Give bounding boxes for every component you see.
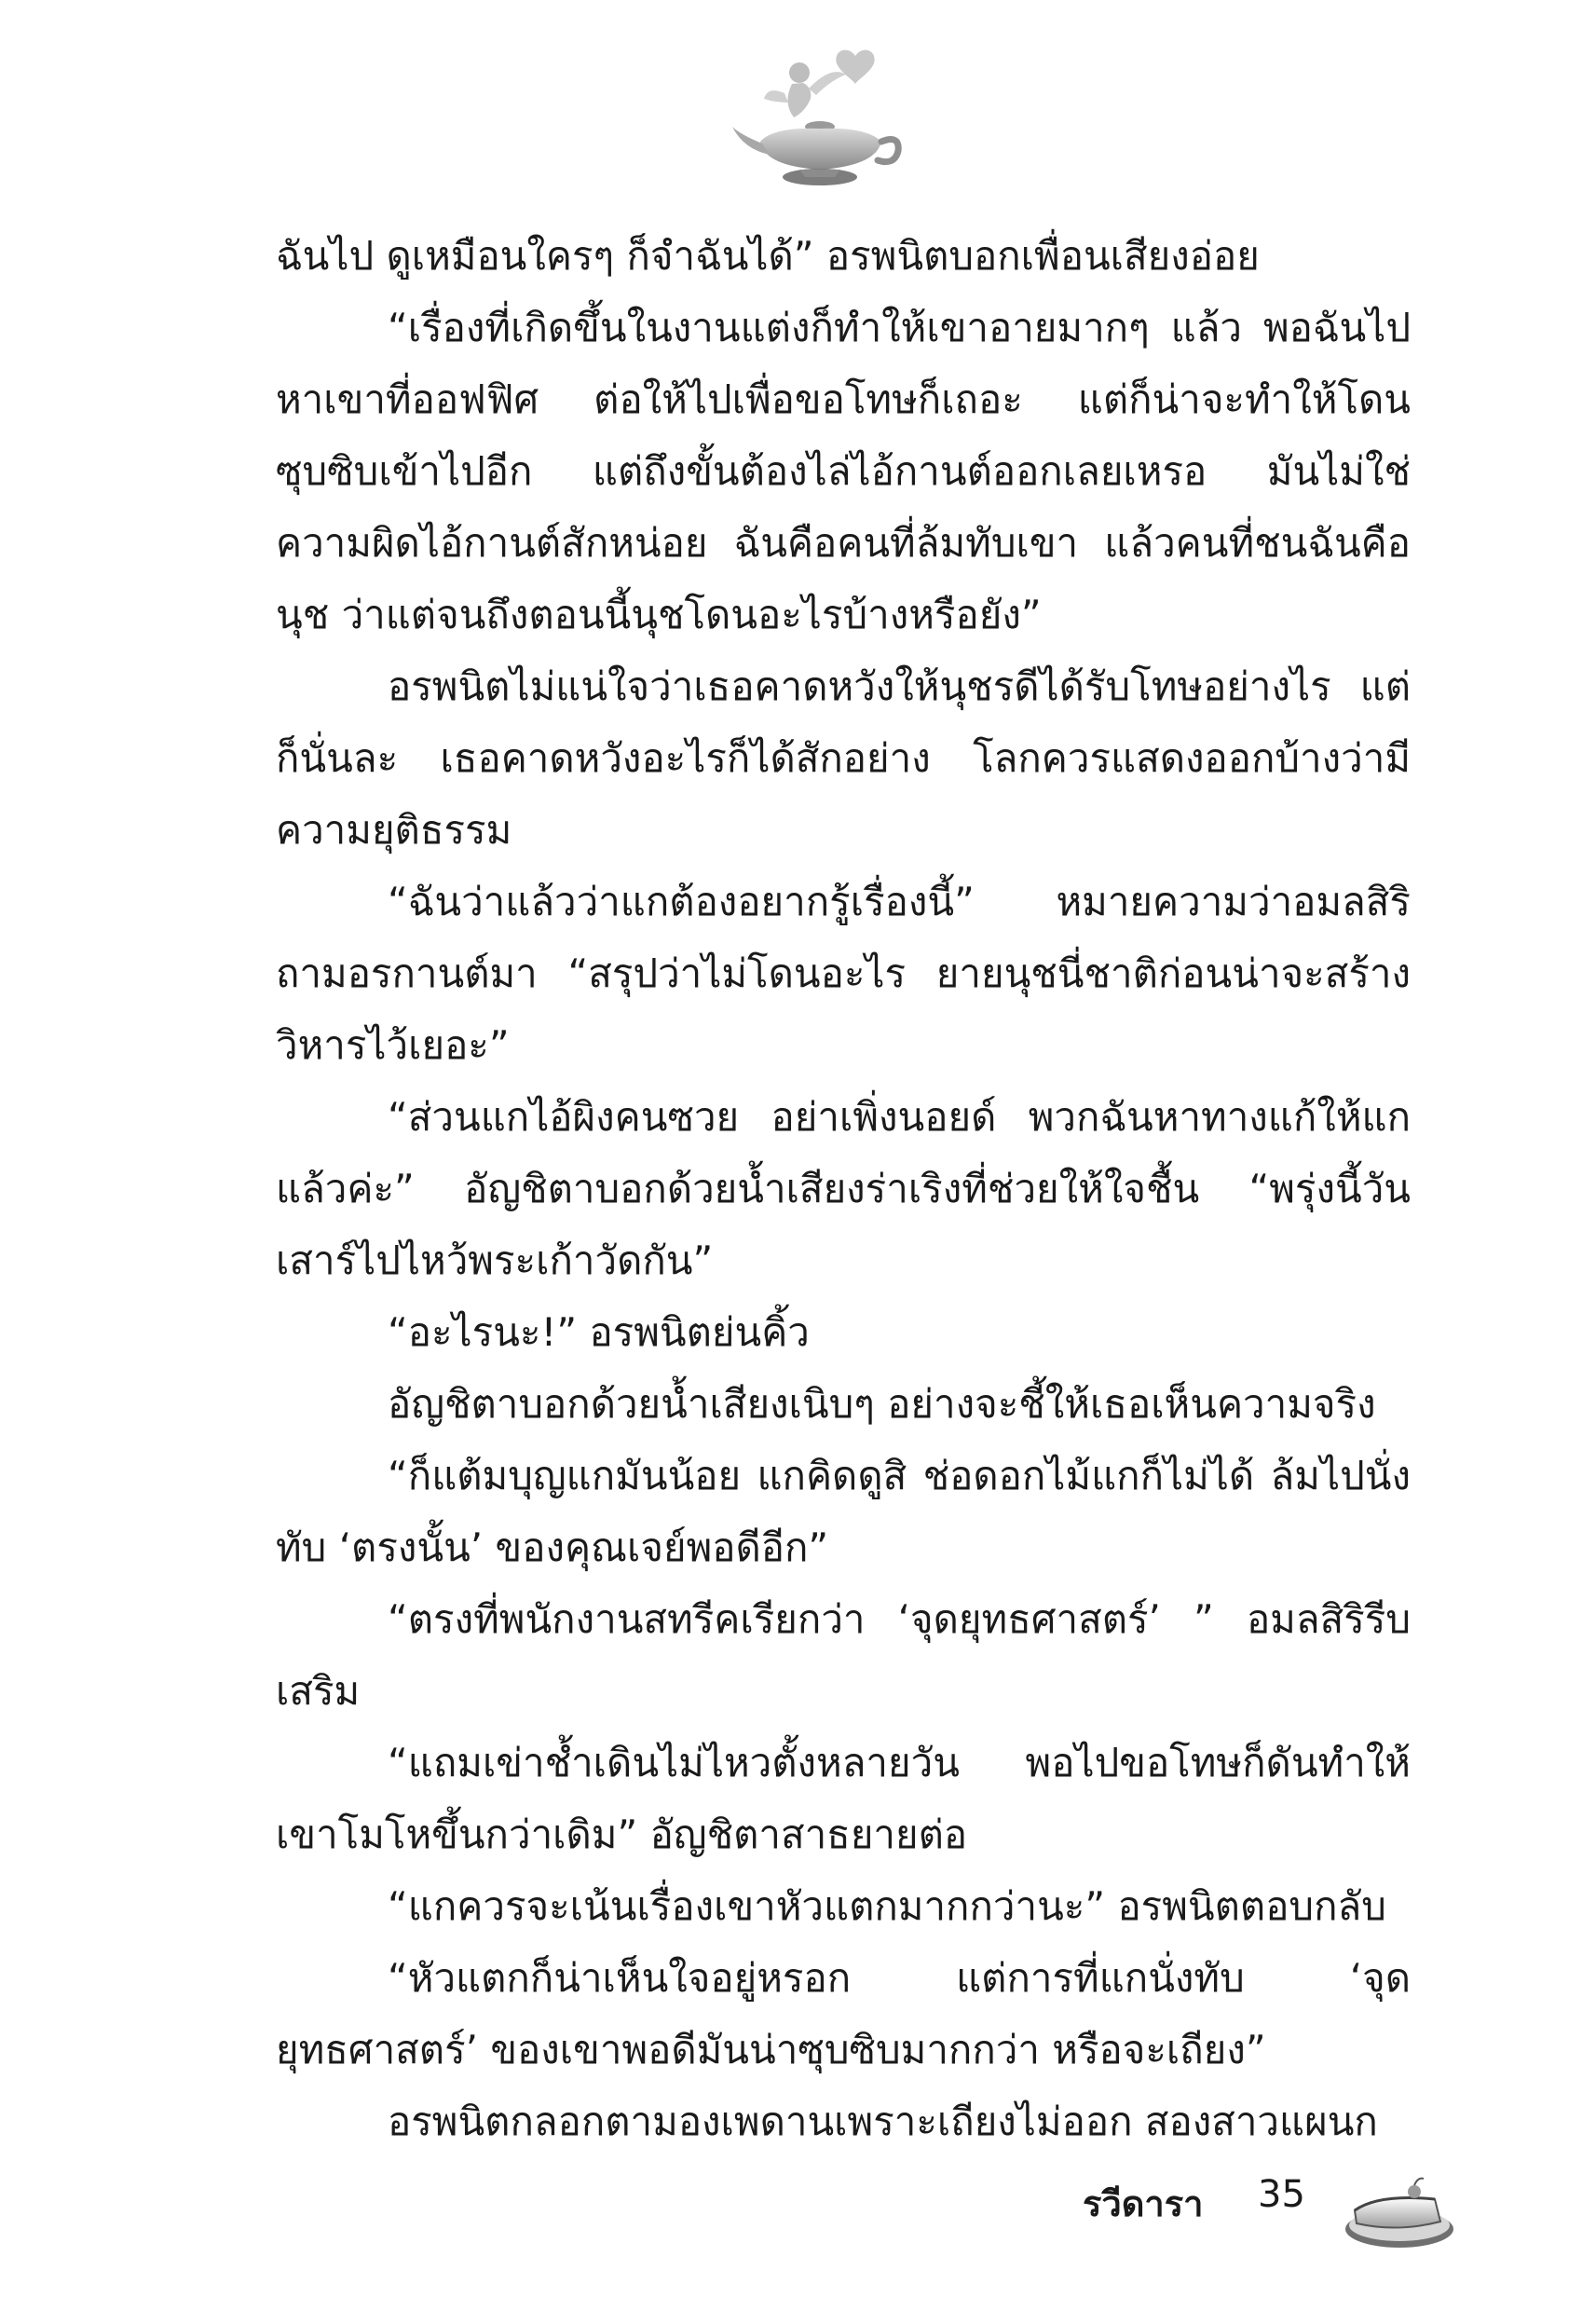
body-paragraph: “หัวแตกก็น่าเห็นใจอยู่หรอก แต่การที่แกนั่งทับ ‘จุดยุทธศาสตร์’ ของเขาพอดีมันน่าซุบซิบมากกว่า หรือจะเถียง” [276,1955,1411,2072]
body-paragraph: “ตรงที่พนักงานสทรีคเรียกว่า ‘จุดยุทธศาสตร์’ ” อมลสิริรีบเสริม [276,1596,1411,1714]
body-paragraph: “ส่วนแกไอ้ผิงคนซวย อย่าเพิ่งนอยด์ พวกฉันหาทางแก้ให้แกแล้วค่ะ” อัญชิตาบอกด้วยน้ำเสียงร่าเริงที่ช่วยให้ใจชื้น “พรุ่งนี้วันเสาร์ไปไหว้พระเก้าวัดกัน” [276,1094,1411,1283]
body-paragraph: “แกควรจะเน้นเรื่องเขาหัวแตกมากกว่านะ” อรพนิตตอบกลับ [388,1883,1386,1929]
body-paragraph: “อะไรนะ!” อรพนิตย่นคิ้ว [388,1309,810,1355]
body-paragraph: ฉันไป ดูเหมือนใครๆ ก็จำฉันได้” อรพนิตบอกเพื่อนเสียงอ่อย [276,233,1260,279]
body-paragraph: “ฉันว่าแล้วว่าแกต้องอยากรู้เรื่องนี้” หมายความว่าอมลสิริถามอรกานต์มา “สรุปว่าไม่โดนอะไร ยายนุชนี่ชาติก่อนน่าจะสร้างวิหารไว้เยอะ” [276,879,1411,1068]
genie-lamp-with-cupid-icon [727,37,913,205]
page-body [276,220,1411,2144]
body-paragraph: “ก็แต้มบุญแกมันน้อย แกคิดดูสิ ช่อดอกไม้แกก็ไม่ได้ ล้มไปนั่งทับ ‘ตรงนั้น’ ของคุณเจย์พอดีอีก” [276,1453,1411,1570]
body-paragraph: “เรื่องที่เกิดขึ้นในงานแต่งก็ทำให้เขาอายมากๆ แล้ว พอฉันไปหาเขาที่ออฟฟิศ ต่อให้ไปเพื่อขอโทษก็เถอะ แต่ก็น่าจะทำให้โดนซุบซิบเข้าไปอีก แต่ถึงขั้นต้องไล่ไอ้กานต์ออกเลยเหรอ มันไม่ใช่ความผิดไอ้กานต์สักหน่อย ฉันคือคนที่ล้มทับเขา แล้วคนที่ชนฉันคือนุช ว่าแต่จนถึงตอนนี้นุชโดนอะไรบ้างหรือยัง” [276,305,1411,637]
body-paragraph: “แถมเข่าช้ำเดินไม่ไหวตั้งหลายวัน พอไปขอโทษก็ดันทำให้เขาโมโหขึ้นกว่าเดิม” อัญชิตาสาธยายต่อ [276,1740,1411,1857]
body-paragraph: อรพนิตไม่แน่ใจว่าเธอคาดหวังให้นุชรดีได้รับโทษอย่างไร แต่ก็นั่นละ เธอคาดหวังอะไรก็ได้สักอย่าง โลกควรแสดงออกบ้างว่ามีความยุติธรรม [276,663,1411,853]
page-number: 35 [1258,2173,1305,2216]
page-footer [1071,2153,1463,2264]
footer-book-title: รวีดารา [1083,2183,1204,2224]
cake-slice-icon [1342,2153,1458,2255]
body-paragraph: อัญชิตาบอกด้วยน้ำเสียงเนิบๆ อย่างจะชี้ให้เธอเห็นความจริง [388,1381,1376,1427]
body-paragraph: อรพนิตกลอกตามองเพดานเพราะเถียงไม่ออก สองสาวแผนก [388,2099,1378,2144]
